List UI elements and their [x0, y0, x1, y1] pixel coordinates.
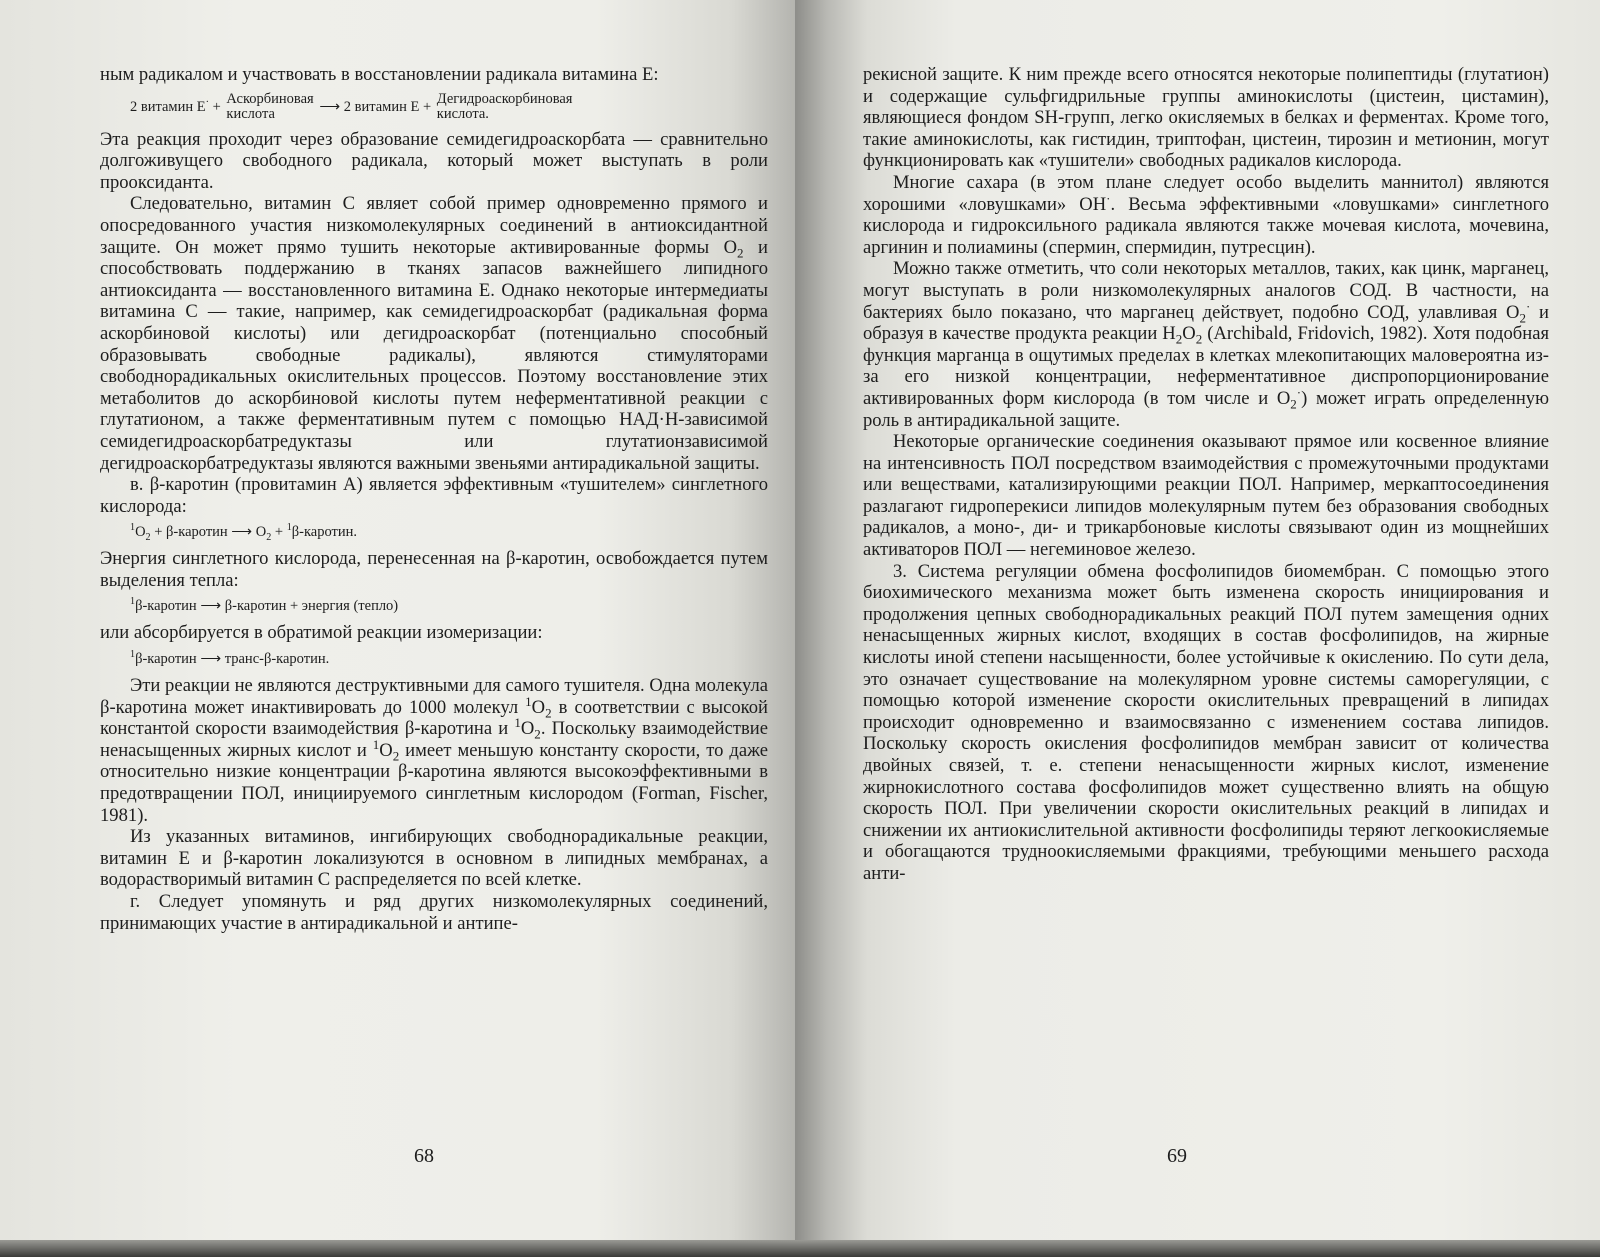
text-run: в соответствии с высокой константой скорости взаимодействия β-каротина и	[100, 696, 768, 740]
paragraph: в. β-каротин (провитамин A) является эффективным «тушителем» синглетного кислорода:	[100, 474, 768, 517]
superscript: 1	[372, 736, 380, 752]
equation-heat-release	[130, 597, 768, 615]
eq-term: β-каротин ⟶ транс-β-каротин.	[135, 651, 330, 668]
eq-term: 2 витамин E	[130, 98, 206, 115]
eq-product-top: Дегидроаскорбиновая	[436, 90, 573, 107]
superscript: ·	[1106, 190, 1111, 206]
paragraph: Эта реакция проходит через образование семидегидроаскорбата — сравнительно долгоживущего свободного радикала, который может выступать в роли прооксиданта.	[100, 128, 768, 193]
subscript: 2	[1290, 396, 1297, 412]
superscript: 1	[514, 715, 521, 731]
eq-reagent-top: Аскорбиновая	[226, 90, 314, 107]
subscript: 2	[1175, 331, 1183, 347]
eq-term: + β-каротин ⟶ O	[150, 524, 267, 541]
subscript: 2	[545, 705, 552, 721]
text-run: O	[531, 696, 546, 718]
subscript: 2	[1519, 310, 1526, 326]
text-run: Можно также отметить, что соли некоторых металлов, таких, как цинк, марганец, могут выступать в роли низкомолекулярных аналогов СОД. В частности, на бактериях было показано, что марганец действует, подобно СОД, улавливая O	[863, 258, 1549, 323]
superscript: ·	[1525, 298, 1531, 314]
eq-term: +	[271, 524, 287, 541]
paragraph	[100, 675, 768, 826]
paragraph: Некоторые органические соединения оказывают прямое или косвенное влияние на интенсивность ПОЛ посредством взаимодействия с промежуточными продуктами или веществами, катализирующими реакции ПОЛ. Например, меркаптосоединения разлагают гидроперекиси липидов молекулярным путем без образования свободных радикалов, а моно-, ди- и трикарбоновые кислоты связывают один из мощнейших активаторов ПОЛ — негеминовое железо.	[863, 431, 1549, 561]
superscript: 1	[130, 649, 136, 661]
superscript: 1	[130, 596, 136, 608]
eq-product-bottom: кислота.	[436, 105, 489, 122]
eq-sup: ·	[205, 96, 209, 108]
text-run: O	[379, 739, 393, 761]
eq-term: β-каротин ⟶ β-каротин + энергия (тепло)	[135, 598, 399, 615]
page-right-text	[863, 64, 1549, 885]
text-run: Многие сахара (в этом плане следует особо выделить маннитол) являются хорошими «ловушками» OH	[863, 171, 1549, 215]
page-number-right: 69	[1167, 1145, 1187, 1167]
text-run: O	[1182, 323, 1196, 345]
paragraph: ным радикалом и участвовать в восстановлении радикала витамина E:	[100, 64, 659, 85]
eq-term: O	[135, 524, 146, 541]
paragraph: Из указанных витаминов, ингибирующих свободнорадикальные реакции, витамин E и β-каротин локализуются в основном в липидных мембранах, а водорастворимый витамин C распределяется по всей клетке.	[100, 826, 768, 891]
equation-vitamin-e	[130, 92, 768, 122]
page-left	[0, 0, 795, 1257]
text-run: Следовательно, витамин C являет собой пример одновременно прямого и опосредованного участия низкомолекулярных соединений в антиоксидантной защите. Он может прямо тушить некоторые активированные формы O	[100, 193, 768, 258]
superscript: 1	[525, 693, 532, 709]
paragraph: г. Следует упомянуть и ряд других низкомолекулярных соединений, принимающих участие в антирадикальной и антипе-	[100, 891, 768, 934]
text-run: и образуя в качестве продукта реакции H	[863, 301, 1549, 345]
superscript: 1	[130, 522, 136, 534]
subscript: 2	[1195, 331, 1203, 347]
paragraph: или абсорбируется в обратимой реакции изомеризации:	[100, 622, 543, 644]
eq-term: β-каротин.	[291, 524, 358, 541]
subscript: 2	[737, 245, 744, 261]
eq-reagent-bottom: кислота	[226, 105, 275, 122]
eq-plus: +	[422, 98, 432, 115]
paragraph: 3. Система регуляции обмена фосфолипидов биомембран. С помощью этого биохимического механизма может быть изменена скорость инициирования и продолжения цепных свободнорадикальных реакций ПОЛ путем замещения одних ненасыщенных жирных кислот, входящих в состав фосфолипидов, на жирные кислоты иной степени насыщенности, более устойчивые к окислению. По сути дела, это означает существование на молекулярном уровне системы саморегуляции, с помощью которой изменение скорости окислительных превращений в липидах происходит одновременно и взаимосвязанно с изменением состава липидов. Поскольку скорость окисления фосфолипидов мембран зависит от количества двойных связей, т. е. степени ненасыщенности жирных кислот, изменение жирнокислотного состава фосфолипидов может существенно влиять на общую скорость ПОЛ. При увеличении скорости окислительных реакций в липидах и снижении их антиокислительной активности фосфолипиды теряют легкоокисляемые и обогащаются трудноокисляемыми фракциями, требующими меньшего расхода анти-	[863, 560, 1549, 884]
subscript: 2	[392, 748, 400, 764]
text-run: имеет меньшую константу скорости, то даже относительно низкие концентрации β-каротина являются высокоэффективными в предотвращении ПОЛ, инициируемого синглетным кислородом (Forman, Fischer, 1981).	[100, 739, 768, 826]
page-left-text	[100, 64, 768, 934]
paragraph	[863, 172, 1549, 258]
paragraph: рекисной защите. К ним прежде всего относятся некоторые полипептиды (глутатион) и содержащие сульфгидрильные группы аминокислоты (цистеин, цистамин), являющиеся фондом SH-групп, легко окисляемых в белках и ферментах. Кроме того, такие аминокислоты, как гистидин, триптофан, цистеин, тирозин и метионин, могут функционировать как «тушители» свободных радикалов кислорода.	[863, 64, 1549, 172]
text-run: . Поскольку взаимодействие ненасыщенных жирных кислот и	[100, 718, 768, 761]
subscript: 2	[534, 726, 541, 742]
eq-product	[437, 92, 573, 122]
text-run: ) может играть определенную роль в антирадикальной защите.	[863, 387, 1549, 431]
page-number-left: 68	[414, 1145, 434, 1167]
text-run: и способствовать поддержанию в тканях запасов важнейшего липидного антиоксиданта — восстановленного витамина E. Однако некоторые интермедиаты витамина C — такие, например, как семидегидроаскорбат (радикальная форма аскорбиновой кислоты) или дегидроаскорбат (потенциально способный образовывать свободные радикалы), являются стимуляторами свободнорадикальных окислительных процессов. Поэтому восстановление этих метаболитов до аскорбиновой кислоты путем неферментативной реакции с глутатионом, а также ферментативным путем с помощью НАД·Н-зависимой семидегидроаскорбатредуктазы или глутатионзависимой дегидроаскорбатредуктазы являются важными звеньями антирадикальной защиты.	[100, 236, 768, 474]
subscript: 2	[266, 532, 272, 544]
superscript: ·	[1296, 384, 1302, 400]
text-run: (Archibald, Fridovich, 1982). Хотя подобная функция марганца в ощутимых пределах в клетках млекопитающих маловероятна из-за его низкой концентрации, неферментативное диспропорционирование активированных форм кислорода (в том числе и O	[863, 323, 1549, 409]
text-run: . Весьма эффективными «ловушками» синглетного кислорода и гидроксильного радикала являются также мочевая кислота, мочевина, аргинин и полиамины (спермин, спермидин, путресцин).	[863, 193, 1549, 258]
paragraph: Энергия синглетного кислорода, перенесенная на β-каротин, освобождается путем выделения тепла:	[100, 548, 768, 591]
scan-bottom-edge	[0, 1240, 1600, 1257]
equation-isomerization	[130, 650, 768, 668]
eq-plus: +	[212, 98, 221, 115]
text-run: Эти реакции не являются деструктивными для самого тушителя. Одна молекула β-каротина может инактивировать до 1000 молекул	[100, 675, 768, 718]
superscript: 1	[286, 522, 292, 534]
equation-carotene-quench	[130, 522, 768, 544]
page-right	[795, 0, 1600, 1257]
eq-term: 2 витамин E	[343, 98, 420, 115]
eq-reagent	[226, 92, 313, 122]
paragraph	[100, 193, 768, 474]
subscript: 2	[145, 532, 151, 544]
eq-arrow: ⟶	[319, 98, 341, 115]
text-run: O	[520, 718, 535, 740]
paragraph	[863, 258, 1549, 431]
